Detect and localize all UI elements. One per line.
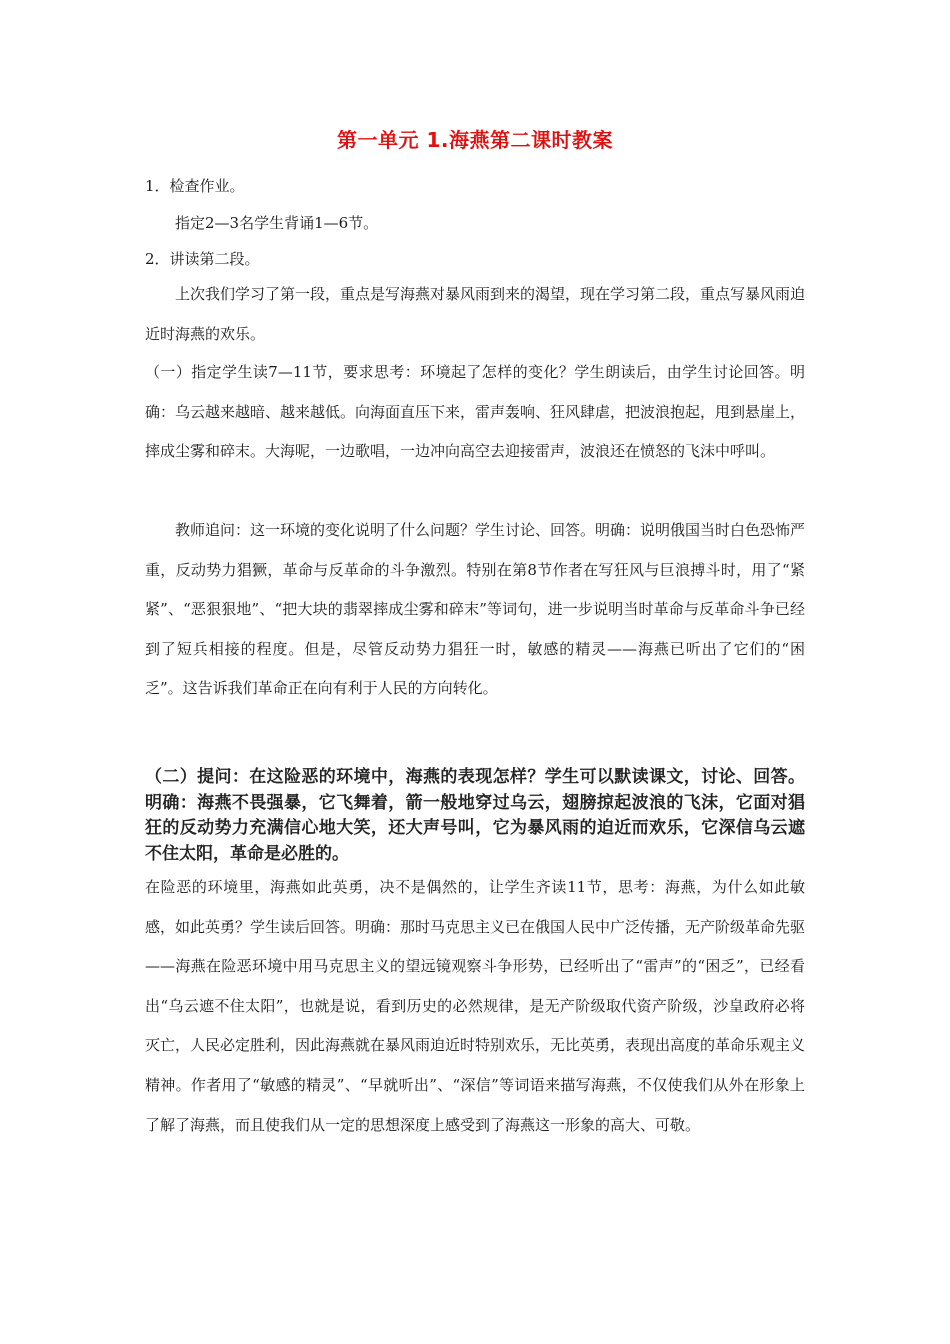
section-1-heading: 1．检查作业。 (145, 177, 245, 195)
page-title: 第一单元 1.海燕第二课时教案 (337, 128, 613, 152)
section-2-heading: 2．讲读第二段。 (145, 250, 260, 268)
part-2-paragraph: （二）提问：在这险恶的环境中，海燕的表现怎样？学生可以默读课文，讨论、回答。明确：海燕不畏强暴，它飞舞着，箭一般地穿过乌云，翅膀掠起波浪的飞沫，它面对猖狂的反动势力充满信心地大笑，还大声号叫，它为暴风雨的迫近而欢乐，它深信乌云遮不住太阳，革命是必胜的。 (145, 767, 805, 864)
part-3-paragraph: 在险恶的环境里，海燕如此英勇，决不是偶然的，让学生齐读11节，思考：海燕，为什么如此敏感，如此英勇？学生读后回答。明确：那时马克思主义已在俄国人民中广泛传播，无产阶级革命先驱——海燕在险恶环境中用马克思主义的望远镜观察斗争形势，已经听出了“雷声”的“困乏”，已经看出“乌云遮不住太阳”，也就是说，看到历史的必然规律，是无产阶级取代资产阶级，沙皇政府必将灭亡，人民必定胜利，因此海燕就在暴风雨迫近时特别欢乐，无比英勇，表现出高度的革命乐观主义精神。作者用了“敏感的精灵”、“早就听出”、“深信”等词语来描写海燕，不仅使我们从外在形象上了解了海燕，而且使我们从一定的思想深度上感受到了海燕这一形象的高大、可敬。 (145, 878, 806, 1134)
section-2-intro: 上次我们学习了第一段，重点是写海燕对暴风雨到来的渴望，现在学习第二段，重点写暴风雨迫近时海燕的欢乐。 (145, 285, 806, 343)
section-1-body: 指定2—3名学生背诵1—6节。 (175, 214, 379, 232)
part-1-followup-paragraph: 教师追问：这一环境的变化说明了什么问题？学生讨论、回答。明确：说明俄国当时白色恐怖严重，反动势力猖獗，革命与反革命的斗争激烈。特别在第8节作者在写狂风与巨浪搏斗时，用了“紧紧”、“恶狠狠地”、“把大块的翡翠摔成尘雾和碎末”等词句，进一步说明当时革命与反革命斗争已经到了短兵相接的程度。但是，尽管反动势力猖狂一时，敏感的精灵——海燕已听出了它们的“困乏”。这告诉我们革命正在向有利于人民的方向转化。 (145, 521, 806, 698)
part-1-paragraph: （一）指定学生读7—11节，要求思考：环境起了怎样的变化？学生朗读后，由学生讨论回答。明确：乌云越来越暗、越来越低。向海面直压下来，雷声轰响、狂风肆虐，把波浪抱起，甩到悬崖上，摔成尘雾和碎末。大海呢，一边歌唱，一边冲向高空去迎接雷声，波浪还在愤怒的飞沫中呼叫。 (145, 363, 806, 461)
